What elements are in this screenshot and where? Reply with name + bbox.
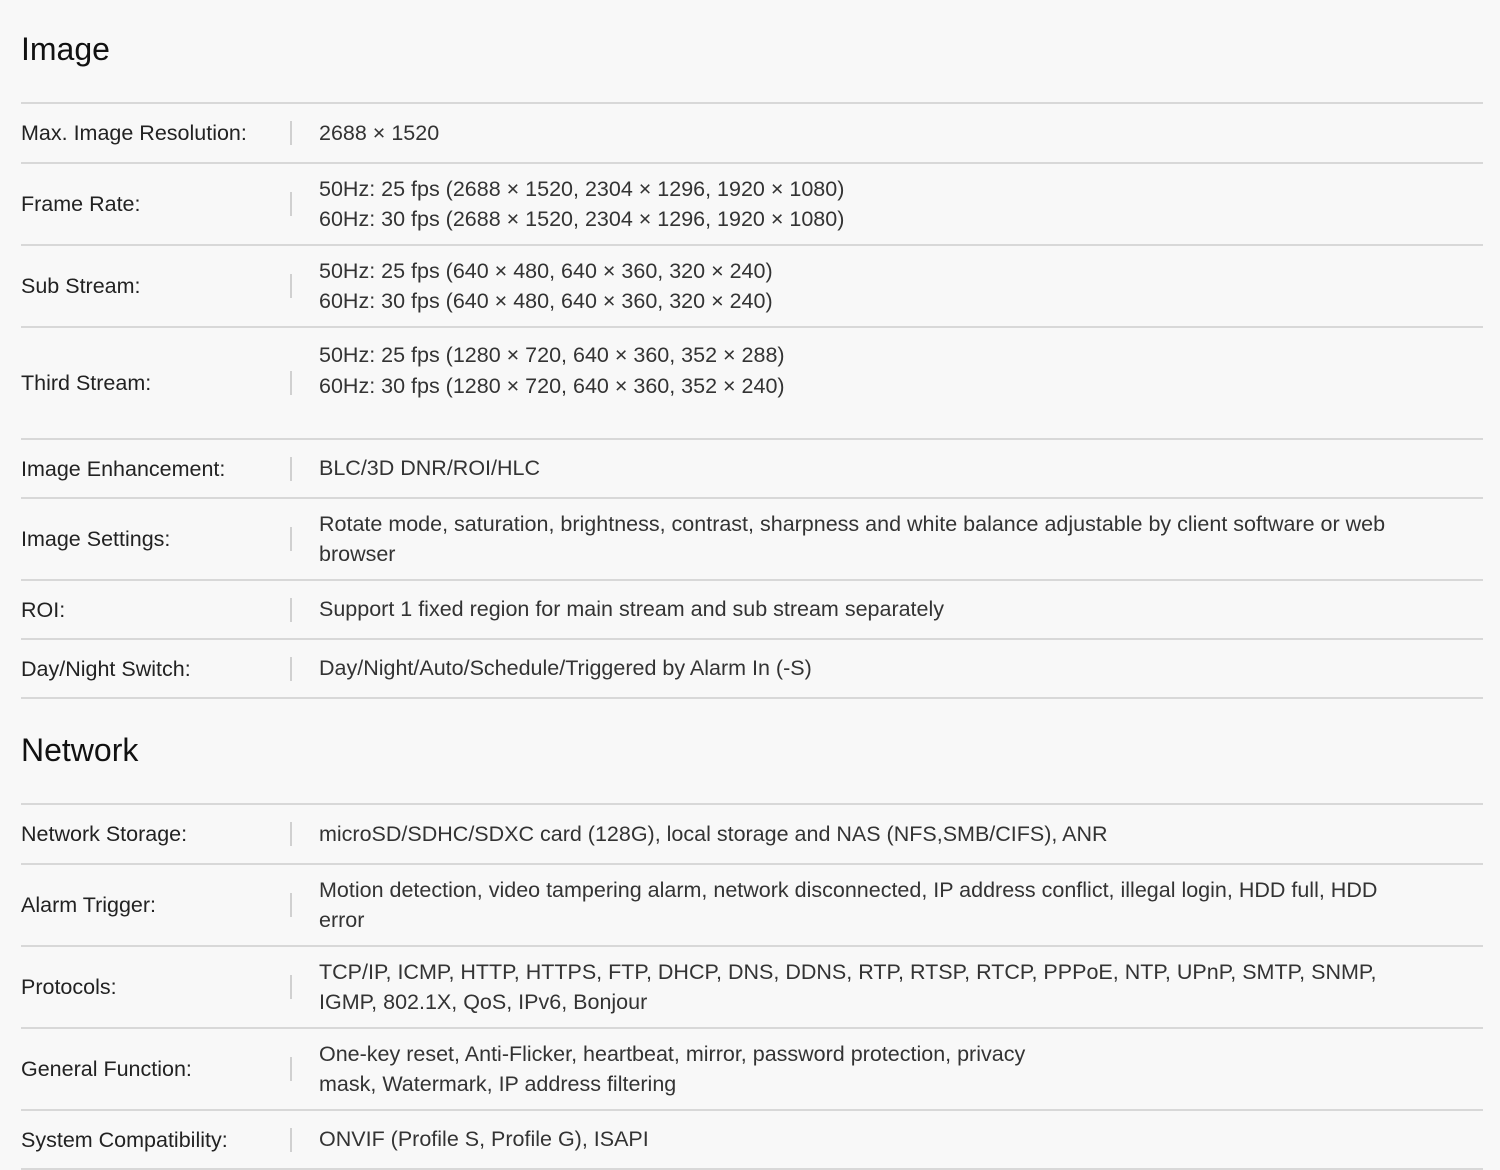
spec-row-max-resolution [21, 104, 1483, 164]
spec-value: 50Hz: 25 fps (1280 × 720, 640 × 360, 352 × 288) 60Hz: 30 fps (1280 × 720, 640 × 360, 352 × 240) [319, 343, 785, 398]
column-divider [290, 527, 292, 551]
column-divider [290, 822, 292, 846]
spec-label: Image Settings: [21, 527, 171, 551]
spec-label: System Compatibility: [21, 1127, 228, 1152]
spec-row-network-storage [21, 805, 1483, 865]
image-section-title: Image [21, 31, 110, 67]
spec-label: Sub Stream: [21, 274, 141, 298]
spec-value: BLC/3D DNR/ROI/HLC [319, 456, 541, 481]
column-divider [290, 975, 292, 999]
spec-label: Network Storage: [21, 822, 188, 846]
spec-row-protocols [21, 947, 1483, 1029]
spec-label: General Function: [21, 1057, 192, 1081]
spec-label: Protocols: [21, 975, 117, 999]
spec-value: Day/Night/Auto/Schedule/Triggered by Alarm In (-S) [319, 656, 812, 681]
spec-value: ONVIF (Profile S, Profile G), ISAPI [319, 1127, 649, 1152]
spec-label: Frame Rate: [21, 192, 141, 216]
image-spec-table [21, 102, 1483, 699]
column-divider [290, 457, 292, 481]
column-divider [290, 192, 292, 216]
column-divider [290, 121, 292, 145]
spec-row-third-stream [21, 328, 1483, 440]
spec-row-roi [21, 581, 1483, 640]
spec-value: Motion detection, video tampering alarm, network disconnected, IP address conflict, illegal login, HDD full, HDD error [319, 877, 1378, 932]
spec-label: Image Enhancement: [21, 456, 226, 481]
spec-value: 50Hz: 25 fps (2688 × 1520, 2304 × 1296, 1920 × 1080) 60Hz: 30 fps (2688 × 1520, 2304 × 1296, 1920 × 1080) [319, 176, 845, 231]
column-divider [290, 1057, 292, 1081]
spec-row-image-settings [21, 499, 1483, 581]
spec-label: Day/Night Switch: [21, 656, 191, 681]
column-divider [290, 274, 292, 298]
spec-row-system-compatibility [21, 1111, 1483, 1170]
network-section-title: Network [21, 732, 139, 768]
spec-row-day-night [21, 640, 1483, 699]
spec-value: Support 1 fixed region for main stream and sub stream separately [319, 597, 945, 622]
spec-label: Max. Image Resolution: [21, 121, 247, 145]
spec-label: Third Stream: [21, 371, 152, 395]
column-divider [290, 598, 292, 622]
spec-value: 2688 × 1520 [319, 120, 440, 145]
spec-value: microSD/SDHC/SDXC card (128G), local storage and NAS (NFS,SMB/CIFS), ANR [319, 821, 1108, 846]
spec-row-alarm-trigger [21, 865, 1483, 947]
column-divider [290, 371, 292, 395]
column-divider [290, 893, 292, 917]
network-spec-table [21, 803, 1483, 1170]
spec-value: Rotate mode, saturation, brightness, contrast, sharpness and white balance adjustable by client software or web browser [319, 511, 1386, 566]
spec-label: Alarm Trigger: [21, 893, 157, 917]
spec-row-frame-rate [21, 164, 1483, 246]
spec-row-image-enhancement [21, 440, 1483, 499]
column-divider [290, 657, 292, 681]
column-divider [290, 1128, 292, 1152]
spec-value: 50Hz: 25 fps (640 × 480, 640 × 360, 320 × 240) 60Hz: 30 fps (640 × 480, 640 × 360, 320 × 240) [319, 258, 773, 313]
spec-value: One-key reset, Anti-Flicker, heartbeat, mirror, password protection, privacy mask, Watermark, IP address filtering [319, 1041, 1026, 1096]
spec-row-general-function [21, 1029, 1483, 1111]
spec-row-sub-stream [21, 246, 1483, 328]
spec-value: TCP/IP, ICMP, HTTP, HTTPS, FTP, DHCP, DNS, DDNS, RTP, RTSP, RTCP, PPPoE, NTP, UPnP, SMTP, SNMP, IGMP, 802.1X, QoS, IPv6, Bonjour [319, 959, 1377, 1014]
spec-label: ROI: [21, 597, 66, 622]
